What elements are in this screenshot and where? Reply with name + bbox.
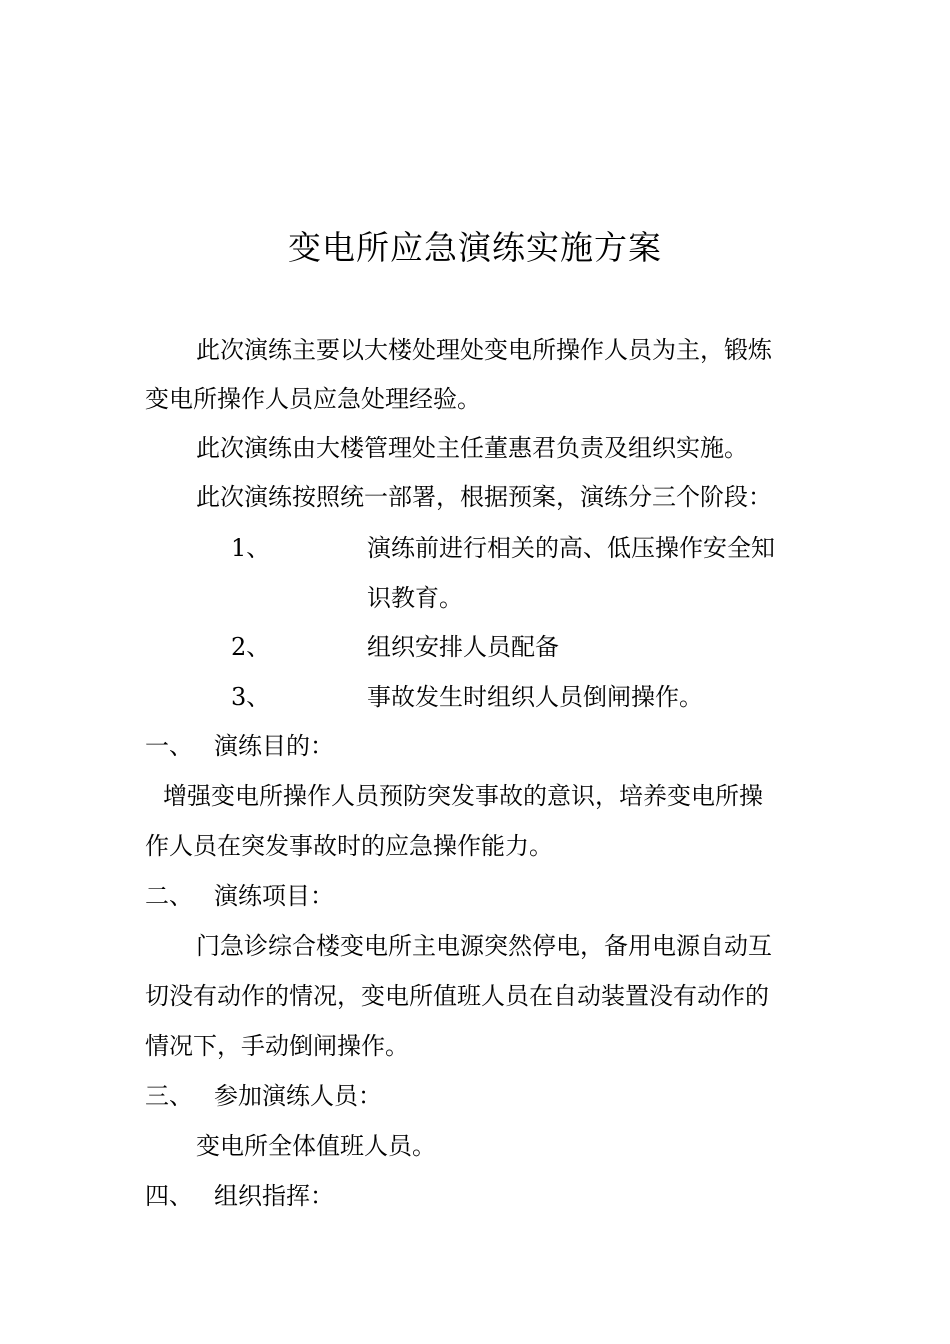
section-2-line-1: 门急诊综合楼变电所主电源突然停电，备用电源自动互 [196, 932, 772, 960]
phase-1-number: 1、 [231, 534, 271, 562]
phase-3-text: 事故发生时组织人员倒闸操作。 [367, 683, 703, 711]
section-3-number: 三、 [145, 1082, 193, 1110]
phase-1-text-cont: 识教育。 [367, 584, 463, 612]
section-1-line-1: 增强变电所操作人员预防突发事故的意识，培养变电所操 [163, 782, 763, 810]
section-3-line-1: 变电所全体值班人员。 [196, 1132, 436, 1160]
section-3-heading: 参加演练人员： [214, 1082, 382, 1110]
intro-line-4: 此次演练按照统一部署，根据预案，演练分三个阶段： [196, 483, 772, 511]
section-1-line-2: 作人员在突发事故时的应急操作能力。 [145, 832, 553, 860]
phase-3-number: 3、 [231, 683, 271, 711]
phase-2-text: 组织安排人员配备 [367, 633, 559, 661]
intro-line-1: 此次演练主要以大楼处理处变电所操作人员为主，锻炼 [196, 336, 772, 364]
phase-2-number: 2、 [231, 633, 271, 661]
section-2-line-2: 切没有动作的情况，变电所值班人员在自动装置没有动作的 [145, 982, 769, 1010]
intro-line-3: 此次演练由大楼管理处主任董惠君负责及组织实施。 [196, 434, 748, 462]
section-2-heading: 演练项目： [214, 882, 334, 910]
section-2-line-3: 情况下，手动倒闸操作。 [145, 1032, 409, 1060]
section-4-heading: 组织指挥： [214, 1182, 334, 1210]
section-2-number: 二、 [145, 882, 193, 910]
section-4-number: 四、 [145, 1182, 193, 1210]
document-title: 变电所应急演练实施方案 [288, 228, 662, 267]
phase-1-text: 演练前进行相关的高、低压操作安全知 [367, 534, 775, 562]
section-1-number: 一、 [145, 732, 193, 760]
section-1-heading: 演练目的： [214, 732, 334, 760]
intro-line-2: 变电所操作人员应急处理经验。 [145, 385, 481, 413]
